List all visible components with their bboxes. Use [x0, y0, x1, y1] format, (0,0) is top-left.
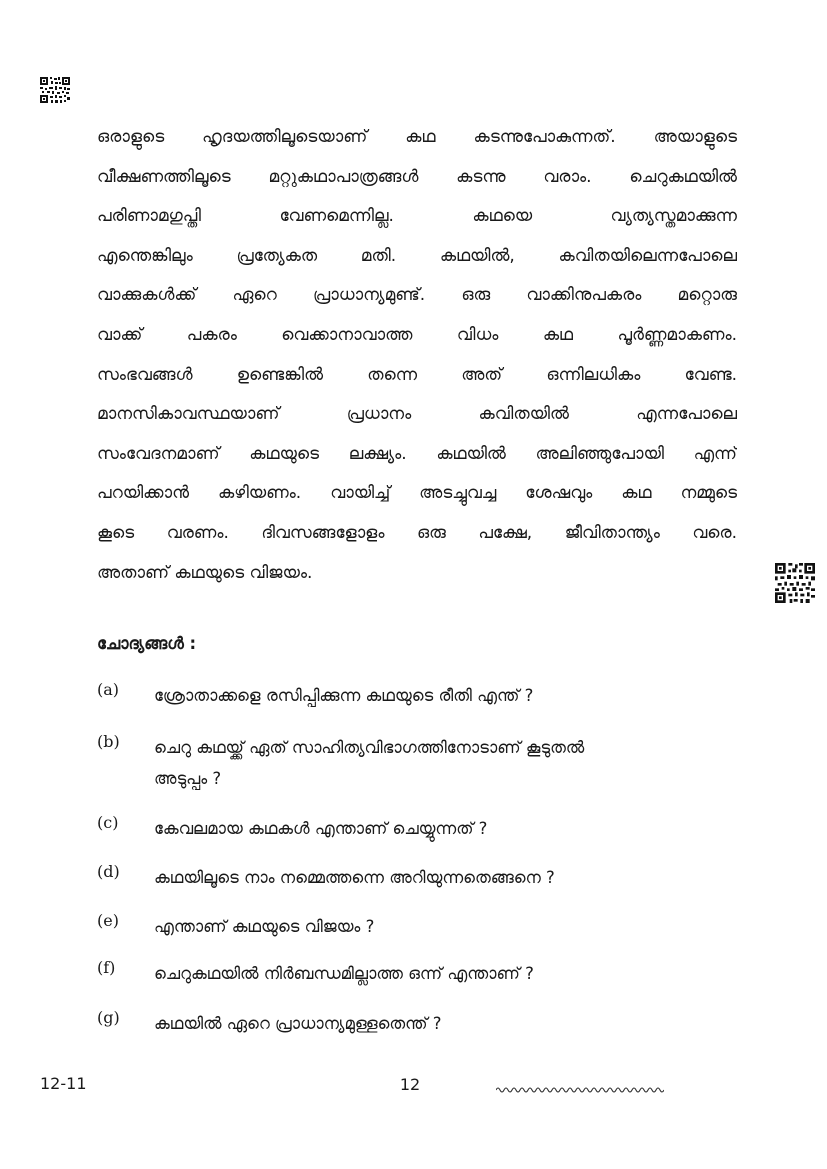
question-item	[97, 813, 737, 844]
question-text-continued: അടുപ്പം ?	[154, 769, 222, 788]
passage-line: സംഭവങ്ങൾ ഉണ്ടെങ്കിൽ തന്നെ അത് ഒന്നിലധികം വേണ്ട.	[97, 364, 737, 385]
question-item	[97, 911, 737, 942]
question-label: (b)	[97, 732, 120, 751]
wavy-line-mark	[496, 1080, 664, 1099]
question-text: എന്താണ് കഥയുടെ വിജയം ?	[154, 917, 375, 936]
question-text: ചെറുകഥയിൽ നിർബന്ധമില്ലാത്ത ഒന്ന് എന്താണ് ?	[154, 964, 534, 983]
passage-line: കൂടെ വരണം. ദിവസങ്ങളോളം ഒരു പക്ഷേ, ജീവിതാന്ത്യം വരെ.	[97, 522, 737, 543]
qr-code-icon	[775, 563, 815, 603]
page-number: 12	[399, 1075, 421, 1094]
question-label: (g)	[97, 1008, 120, 1027]
passage-line: ഒരാളുടെ ഹൃദയത്തിലൂടെയാണ് കഥ കടന്നുപോകുന്നത്. അയാളുടെ	[97, 127, 737, 147]
passage	[97, 118, 737, 593]
question-text: ശ്രോതാക്കളെ രസിപ്പിക്കുന്ന കഥയുടെ രീതി എന്ത് ?	[154, 686, 534, 705]
passage-line: വീക്ഷണത്തിലൂടെ മറ്റുകഥാപാത്രങ്ങൾ കടന്നു വരാം. ചെറുകഥയിൽ	[97, 166, 737, 187]
question-label: (d)	[97, 862, 120, 881]
question-text: കേവലമായ കഥകൾ എന്താണ് ചെയ്യുന്നത് ?	[154, 819, 488, 838]
passage-line: വാക്കുകൾക്ക് ഏറെ പ്രാധാന്യമുണ്ട്. ഒരു വാക്കിനുപകരം മറ്റൊരു	[97, 285, 737, 306]
passage-line: മാനസികാവസ്ഥയാണ് പ്രധാനം കവിതയിൽ എന്നപോലെ	[97, 404, 737, 425]
question-text: കഥയിൽ ഏറെ പ്രാധാന്യമുള്ളതെന്ത് ?	[154, 1014, 442, 1033]
questions-heading: ചോദ്യങ്ങൾ :	[97, 634, 197, 653]
paper-code: 12-11	[40, 1074, 87, 1093]
passage-line: പരിണാമഗുപ്തി വേണമെന്നില്ല. കഥയെ വ്യത്യസ്തമാക്കുന്ന	[97, 206, 737, 227]
passage-line: വാക്ക് പകരം വെക്കാനാവാത്ത വിധം കഥ പൂർണ്ണമാകണം.	[97, 324, 737, 345]
passage-line: എന്തെങ്കിലും പ്രത്യേകത മതി. കഥയിൽ, കവിതയിലെന്നപോലെ	[97, 245, 737, 266]
question-label: (f)	[97, 958, 116, 977]
question-item	[97, 958, 737, 989]
question-text: കഥയിലൂടെ നാം നമ്മെത്തന്നെ അറിയുന്നതെങ്ങനെ ?	[154, 868, 555, 887]
question-item	[97, 862, 737, 893]
question-text: ചെറു കഥയ്ക്ക് ഏത് സാഹിത്യവിഭാഗത്തിനോടാണ് കൂടുതൽ	[154, 738, 585, 757]
question-label: (a)	[97, 680, 120, 699]
passage-line: അതാണ് കഥയുടെ വിജയം.	[97, 562, 313, 583]
passage-line: സംവേദനമാണ് കഥയുടെ ലക്ഷ്യം. കഥയിൽ അലിഞ്ഞുപോയി എന്ന്	[97, 443, 737, 464]
qr-code-icon	[40, 77, 70, 103]
question-item	[97, 732, 737, 794]
passage-line: പറയിക്കാൻ കഴിയണം. വായിച്ച് അടച്ചുവച്ച ശേഷവും കഥ നമ്മുടെ	[97, 483, 737, 504]
question-item	[97, 1008, 737, 1039]
question-item	[97, 680, 737, 711]
question-label: (c)	[97, 813, 119, 832]
question-label: (e)	[97, 911, 119, 930]
